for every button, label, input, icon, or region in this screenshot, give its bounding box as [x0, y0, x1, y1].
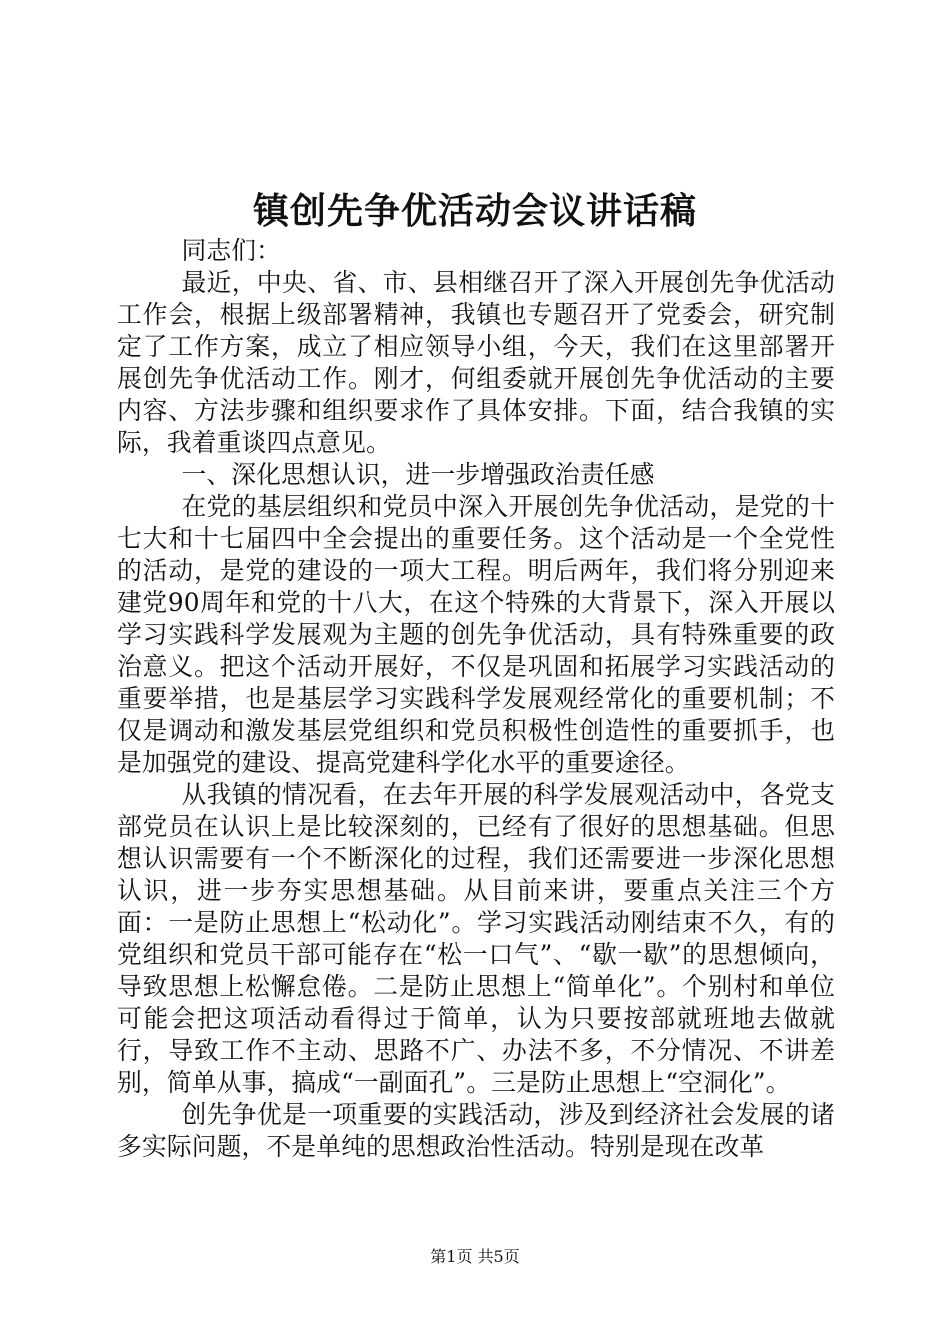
body-paragraph: 最近，中央、省、市、县相继召开了深入开展创先争优活动工作会，根据上级部署精神，我镇也专题召开了党委会，研究制定了工作方案，成立了相应领导小组，今天，我们在这里部署开展创先争优活动工作。刚才，何组委就开展创先争优活动的主要内容、方法步骤和组织要求作了具体安排。下面，结合我镇的实际，我着重谈四点意见。 — [117, 268, 835, 457]
section-heading: 一、深化思想认识，进一步增强政治责任感 — [181, 460, 655, 489]
page-number-footer: 第1页 共5页 — [430, 1247, 520, 1266]
salutation: 同志们： — [181, 236, 282, 265]
body-paragraph: 从我镇的情况看，在去年开展的科学发展观活动中，各党支部党员在认识上是比较深刻的，已经有了很好的思想基础。但思想认识需要有一个不断深化的过程，我们还需要进一步深化思想认识，进一步夯实思想基础。从目前来讲，要重点关注三个方面：一是防止思想上“松动化”。学习实践活动刚结束不久，有的党组织和党员干部可能存在“松一口气”、“歇一歇”的思想倾向，导致思想上松懈怠倦。二是防止思想上“简单化”。个别村和单位可能会把这项活动看得过于简单，认为只要按部就班地去做就行，导致工作不主动、思路不广、办法不多，不分情况、不讲差别，简单从事，搞成“一副面孔”。三是防止思想上“空洞化”。 — [117, 780, 835, 1097]
body-paragraph: 创先争优是一项重要的实践活动，涉及到经济社会发展的诸多实际问题，不是单纯的思想政治性活动。特别是现在改革 — [117, 1100, 835, 1161]
body-paragraph: 在党的基层组织和党员中深入开展创先争优活动，是党的十七大和十七届四中全会提出的重要任务。这个活动是一个全党性的活动，是党的建设的一项大工程。明后两年，我们将分别迎来建党90周年和党的十八大，在这个特殊的大背景下，深入开展以学习实践科学发展观为主题的创先争优活动，具有特殊重要的政治意义。把这个活动开展好，不仅是巩固和拓展学习实践活动的重要举措，也是基层学习实践科学发展观经常化的重要机制；不仅是调动和激发基层党组织和党员积极性创造性的重要抓手，也是加强党的建设、提高党建科学化水平的重要途径。 — [117, 492, 835, 777]
page-title: 镇创先争优活动会议讲话稿 — [252, 190, 697, 232]
document-body — [117, 235, 835, 1163]
